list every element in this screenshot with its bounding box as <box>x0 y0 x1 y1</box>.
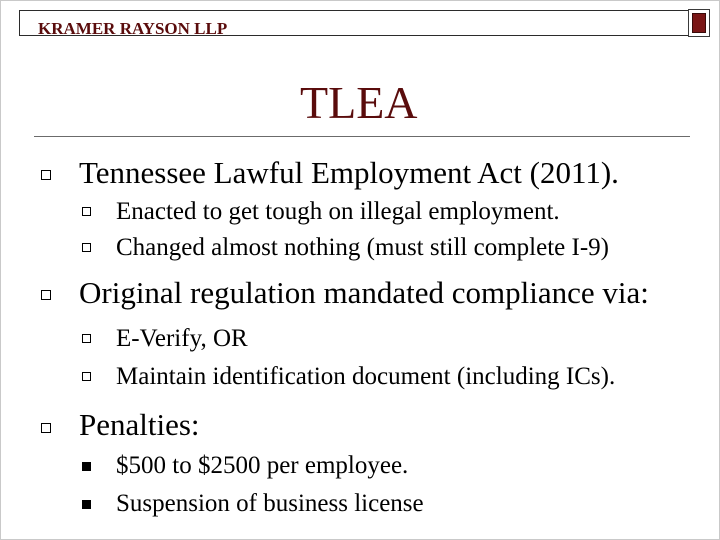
bullet-item: Tennessee Lawful Employment Act (2011). <box>79 155 619 190</box>
slide-title: TLEA <box>300 77 418 128</box>
firm-name: KRAMER RAYSON LLP <box>38 19 228 36</box>
bullet-item: Penalties: <box>79 407 200 442</box>
corner-logo-box <box>688 9 710 37</box>
sub-bullet-item: $500 to $2500 per employee. <box>116 452 409 479</box>
bullet-item: Original regulation mandated compliance via: <box>79 275 649 310</box>
corner-accent-icon <box>692 13 706 33</box>
title-divider <box>34 136 690 137</box>
box-bullet-icon <box>82 243 91 252</box>
box-bullet-icon <box>41 290 51 300</box>
box-bullet-icon <box>82 372 91 381</box>
filled-square-bullet-icon <box>82 500 91 509</box>
sub-bullet-item: Maintain identification document (including ICs). <box>116 363 616 390</box>
box-bullet-icon <box>82 334 91 343</box>
sub-bullet-item: Changed almost nothing (must still complete I-9) <box>116 234 609 261</box>
box-bullet-icon <box>41 170 51 180</box>
box-bullet-icon <box>41 423 51 433</box>
header-bar <box>19 10 693 36</box>
sub-bullet-item: Suspension of business license <box>116 490 424 517</box>
sub-bullet-item: Enacted to get tough on illegal employment. <box>116 198 560 225</box>
filled-square-bullet-icon <box>82 462 91 471</box>
box-bullet-icon <box>82 207 91 216</box>
sub-bullet-item: E-Verify, OR <box>116 325 248 352</box>
